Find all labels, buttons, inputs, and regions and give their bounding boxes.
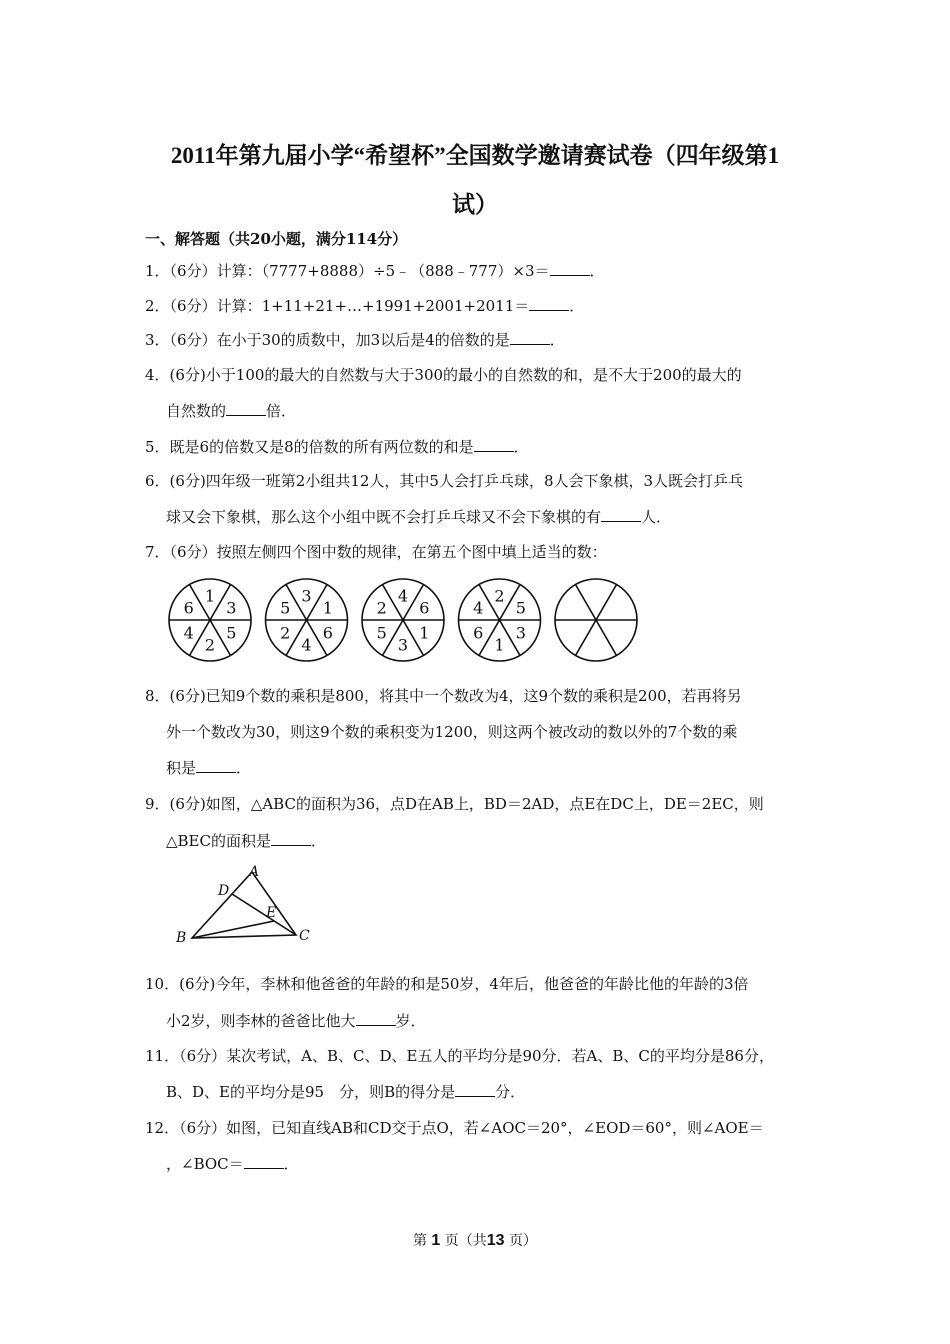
circle-number: 5 — [280, 598, 291, 618]
label-c: C — [299, 928, 310, 944]
question-3: 3．（6分）在小于30的质数中，加3以后是4的倍数的是 ． — [145, 331, 565, 349]
page-number: 1 — [431, 1232, 441, 1249]
circle-number: 4 — [397, 586, 409, 606]
question-10: 10．(6分)今年，李林和他爸爸的年龄的和是50岁，4年后，他爸爸的年龄比他的年龄的3倍 — [145, 975, 749, 993]
question-12-cont: ，∠BOC＝ ． — [166, 1155, 299, 1173]
circle-figures — [160, 570, 650, 670]
triangle-figure — [170, 860, 330, 950]
question-9: 9．(6分)如图，△ABC的面积为36，点D在AB上，BD＝2AD，点E在DC上，DE＝2EC，则 — [145, 795, 764, 813]
label-e: E — [266, 905, 277, 921]
answer-blank[interactable] — [550, 261, 590, 276]
circle-number: 6 — [322, 623, 333, 643]
answer-blank[interactable] — [356, 1011, 396, 1026]
question-10-cont: 小2岁，则李林的爸爸比他大 岁． — [166, 1012, 426, 1030]
question-4: 4．(6分)小于100的最大的自然数与大于300的最小的自然数的和，是不大于200的最大的 — [145, 366, 742, 384]
question-4-cont: 自然数的 倍． — [166, 402, 297, 420]
circle-number: 5 — [515, 598, 526, 618]
circle-number: 6 — [473, 623, 484, 643]
label-b: B — [176, 930, 187, 946]
circle-number: 6 — [183, 598, 194, 618]
question-1: 1．（6分）计算：（7777+8888）÷5﹣（888﹣777）×3＝ ． — [145, 262, 605, 280]
number-circle-1 — [169, 579, 251, 661]
answer-blank[interactable] — [271, 831, 311, 846]
circle-number: 4 — [183, 623, 194, 643]
question-12: 12．（6分）如图，已知直线AB和CD交于点O，若∠AOC＝20°，∠EOD＝60°，则∠AOE＝ — [145, 1119, 764, 1137]
question-11: 11．（6分）某次考试，A、B、C、D、E五人的平均分是90分．若A、B、C的平均分是86分， — [145, 1047, 774, 1065]
number-circle-3 — [362, 579, 444, 661]
question-6-cont: 球又会下象棋，那么这个小组中既不会打乒乓球又不会下象棋的有 人． — [166, 508, 672, 526]
number-circle-2 — [266, 579, 348, 661]
question-2: 2．（6分）计算：1+11+21+…+1991+2001+2011＝ ． — [145, 297, 585, 315]
segment-dc — [232, 894, 296, 935]
question-9-cont: △BEC的面积是 ． — [166, 832, 327, 850]
circle-number: 3 — [301, 586, 312, 606]
answer-blank[interactable] — [529, 296, 569, 311]
page-footer: 第 1 页（共13 页） — [412, 1232, 538, 1249]
number-circle-4 — [459, 579, 541, 661]
circle-number: 1 — [494, 635, 505, 655]
circle-number: 3 — [397, 635, 409, 655]
circle-number: 2 — [280, 623, 291, 643]
section-heading: 一、解答题（共20小题，满分114分） — [145, 230, 408, 248]
answer-blank[interactable] — [510, 330, 550, 345]
answer-blank[interactable] — [455, 1082, 495, 1097]
label-d: D — [218, 883, 230, 899]
triangle-abc — [192, 872, 296, 938]
circle-number: 5 — [376, 623, 387, 643]
circle-number: 2 — [204, 635, 216, 655]
question-6: 6．(6分)四年级一班第2小组共12人，其中5人会打乒乓球，8人会下象棋，3人既会打乒乓 — [145, 472, 744, 490]
number-circle-5 — [555, 579, 637, 661]
circle-number: 1 — [322, 598, 333, 618]
circle-number: 2 — [494, 586, 505, 606]
page-title-line2: 试） — [452, 192, 498, 217]
question-7: 7．（6分）按照左侧四个图中数的规律，在第五个图中填上适当的数： — [145, 543, 607, 561]
circle-number: 2 — [376, 598, 387, 618]
circle-number: 4 — [473, 598, 484, 618]
circle-number: 4 — [301, 635, 312, 655]
circle-number: 3 — [226, 598, 237, 618]
circle-number: 1 — [204, 586, 216, 606]
question-5: 5．既是6的倍数又是8的倍数的所有两位数的和是 ． — [145, 438, 529, 456]
circle-number: 6 — [419, 598, 430, 618]
question-11-cont: B、D、E的平均分是95 分，则B的得分是 分． — [166, 1083, 526, 1101]
answer-blank[interactable] — [474, 437, 514, 452]
circle-number: 3 — [515, 623, 526, 643]
answer-blank[interactable] — [244, 1154, 284, 1169]
page-title-line1: 2011年第九届小学“希望杯”全国数学邀请赛试卷（四年级第1 — [170, 143, 780, 168]
label-a: A — [249, 864, 260, 880]
question-8-cont2: 积是 ． — [166, 759, 252, 777]
question-8: 8．(6分)已知9个数的乘积是800，将其中一个数改为4，这9个数的乘积是200，若再将另 — [145, 687, 742, 705]
answer-blank[interactable] — [601, 507, 641, 522]
question-8-cont: 外一个数改为30，则这9个数的乘积变为1200，则这两个被改动的数以外的7个数的乘 — [166, 723, 738, 741]
circle-number: 5 — [226, 623, 237, 643]
circle-number: 1 — [419, 623, 430, 643]
answer-blank[interactable] — [196, 758, 236, 773]
answer-blank[interactable] — [226, 401, 266, 416]
page-total: 13 — [486, 1232, 505, 1249]
